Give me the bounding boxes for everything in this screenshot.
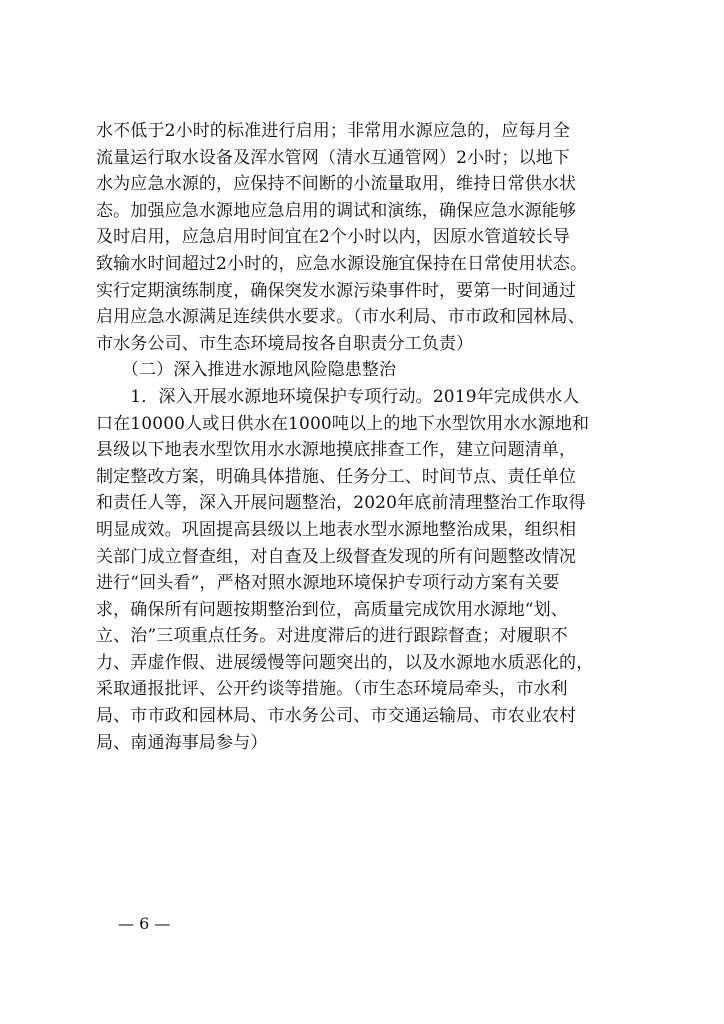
text-line: 局、南通海事局参与） bbox=[96, 732, 268, 753]
page-number: — 6 — bbox=[118, 914, 171, 933]
text-line: 县级以下地表水型饮用水水源地摸底排查工作，建立问题清单， bbox=[96, 440, 577, 461]
text-line: 实行定期演练制度，确保突发水源污染事件时，要第一时间通过 bbox=[96, 280, 577, 301]
body-text bbox=[96, 118, 636, 756]
text-line: 局、市市政和园林局、市水务公司、市交通运输局、市农业农村 bbox=[96, 706, 577, 727]
text-line: 启用应急水源满足连续供水要求。（市水利局、市市政和园林局、 bbox=[96, 307, 585, 328]
text-line: 进行“回头看”，严格对照水源地环境保护专项行动方案有关要 bbox=[96, 573, 560, 594]
text-line: 力、弄虚作假、进展缓慢等问题突出的，以及水源地水质恶化的， bbox=[96, 652, 594, 673]
text-line: 致输水时间超过2小时的，应急水源设施宜保持在日常使用状态。 bbox=[96, 253, 588, 274]
text-line: 立、治”三项重点任务。对进度滞后的进行跟踪督查；对履职不 bbox=[96, 626, 568, 647]
text-line: 水为应急水源的，应保持不间断的小流量取用，维持日常供水状 bbox=[96, 174, 577, 195]
text-line: 口在10000人或日供水在1000吨以上的地下水型饮用水水源地和 bbox=[96, 413, 590, 434]
text-line: 制定整改方案，明确具体措施、任务分工、时间节点、责任单位 bbox=[96, 466, 577, 487]
text-line: 态。加强应急水源地应急启用的调试和演练，确保应急水源能够 bbox=[96, 200, 577, 221]
text-line: 流量运行取水设备及浑水管网（清水互通管网）2小时；以地下 bbox=[96, 147, 571, 168]
text-line: 及时启用，应急启用时间宜在2个小时以内，因原水管道较长导 bbox=[96, 227, 571, 248]
text-line: 和责任人等，深入开展问题整治，2020年底前清理整治工作取得 bbox=[96, 493, 586, 514]
section-heading: （二）深入推进水源地风险隐患整治 bbox=[96, 360, 397, 381]
text-line: 求，确保所有问题按期整治到位，高质量完成饮用水源地“划、 bbox=[96, 599, 568, 620]
text-line: 市水务公司、市生态环境局按各自职责分工负责） bbox=[96, 333, 474, 354]
text-line: 采取通报批评、公开约谈等措施。（市生态环境局牵头，市水利 bbox=[96, 679, 568, 700]
text-line: 关部门成立督查组，对自查及上级督查发现的所有问题整改情况 bbox=[96, 546, 577, 567]
text-line: 水不低于2小时的标准进行启用；非常用水源应急的，应每月全 bbox=[96, 121, 571, 141]
text-line: 1．深入开展水源地环境保护专项行动。2019年完成供水人 bbox=[96, 386, 580, 407]
text-line: 明显成效。巩固提高县级以上地表水型水源地整治成果，组织相 bbox=[96, 519, 577, 540]
